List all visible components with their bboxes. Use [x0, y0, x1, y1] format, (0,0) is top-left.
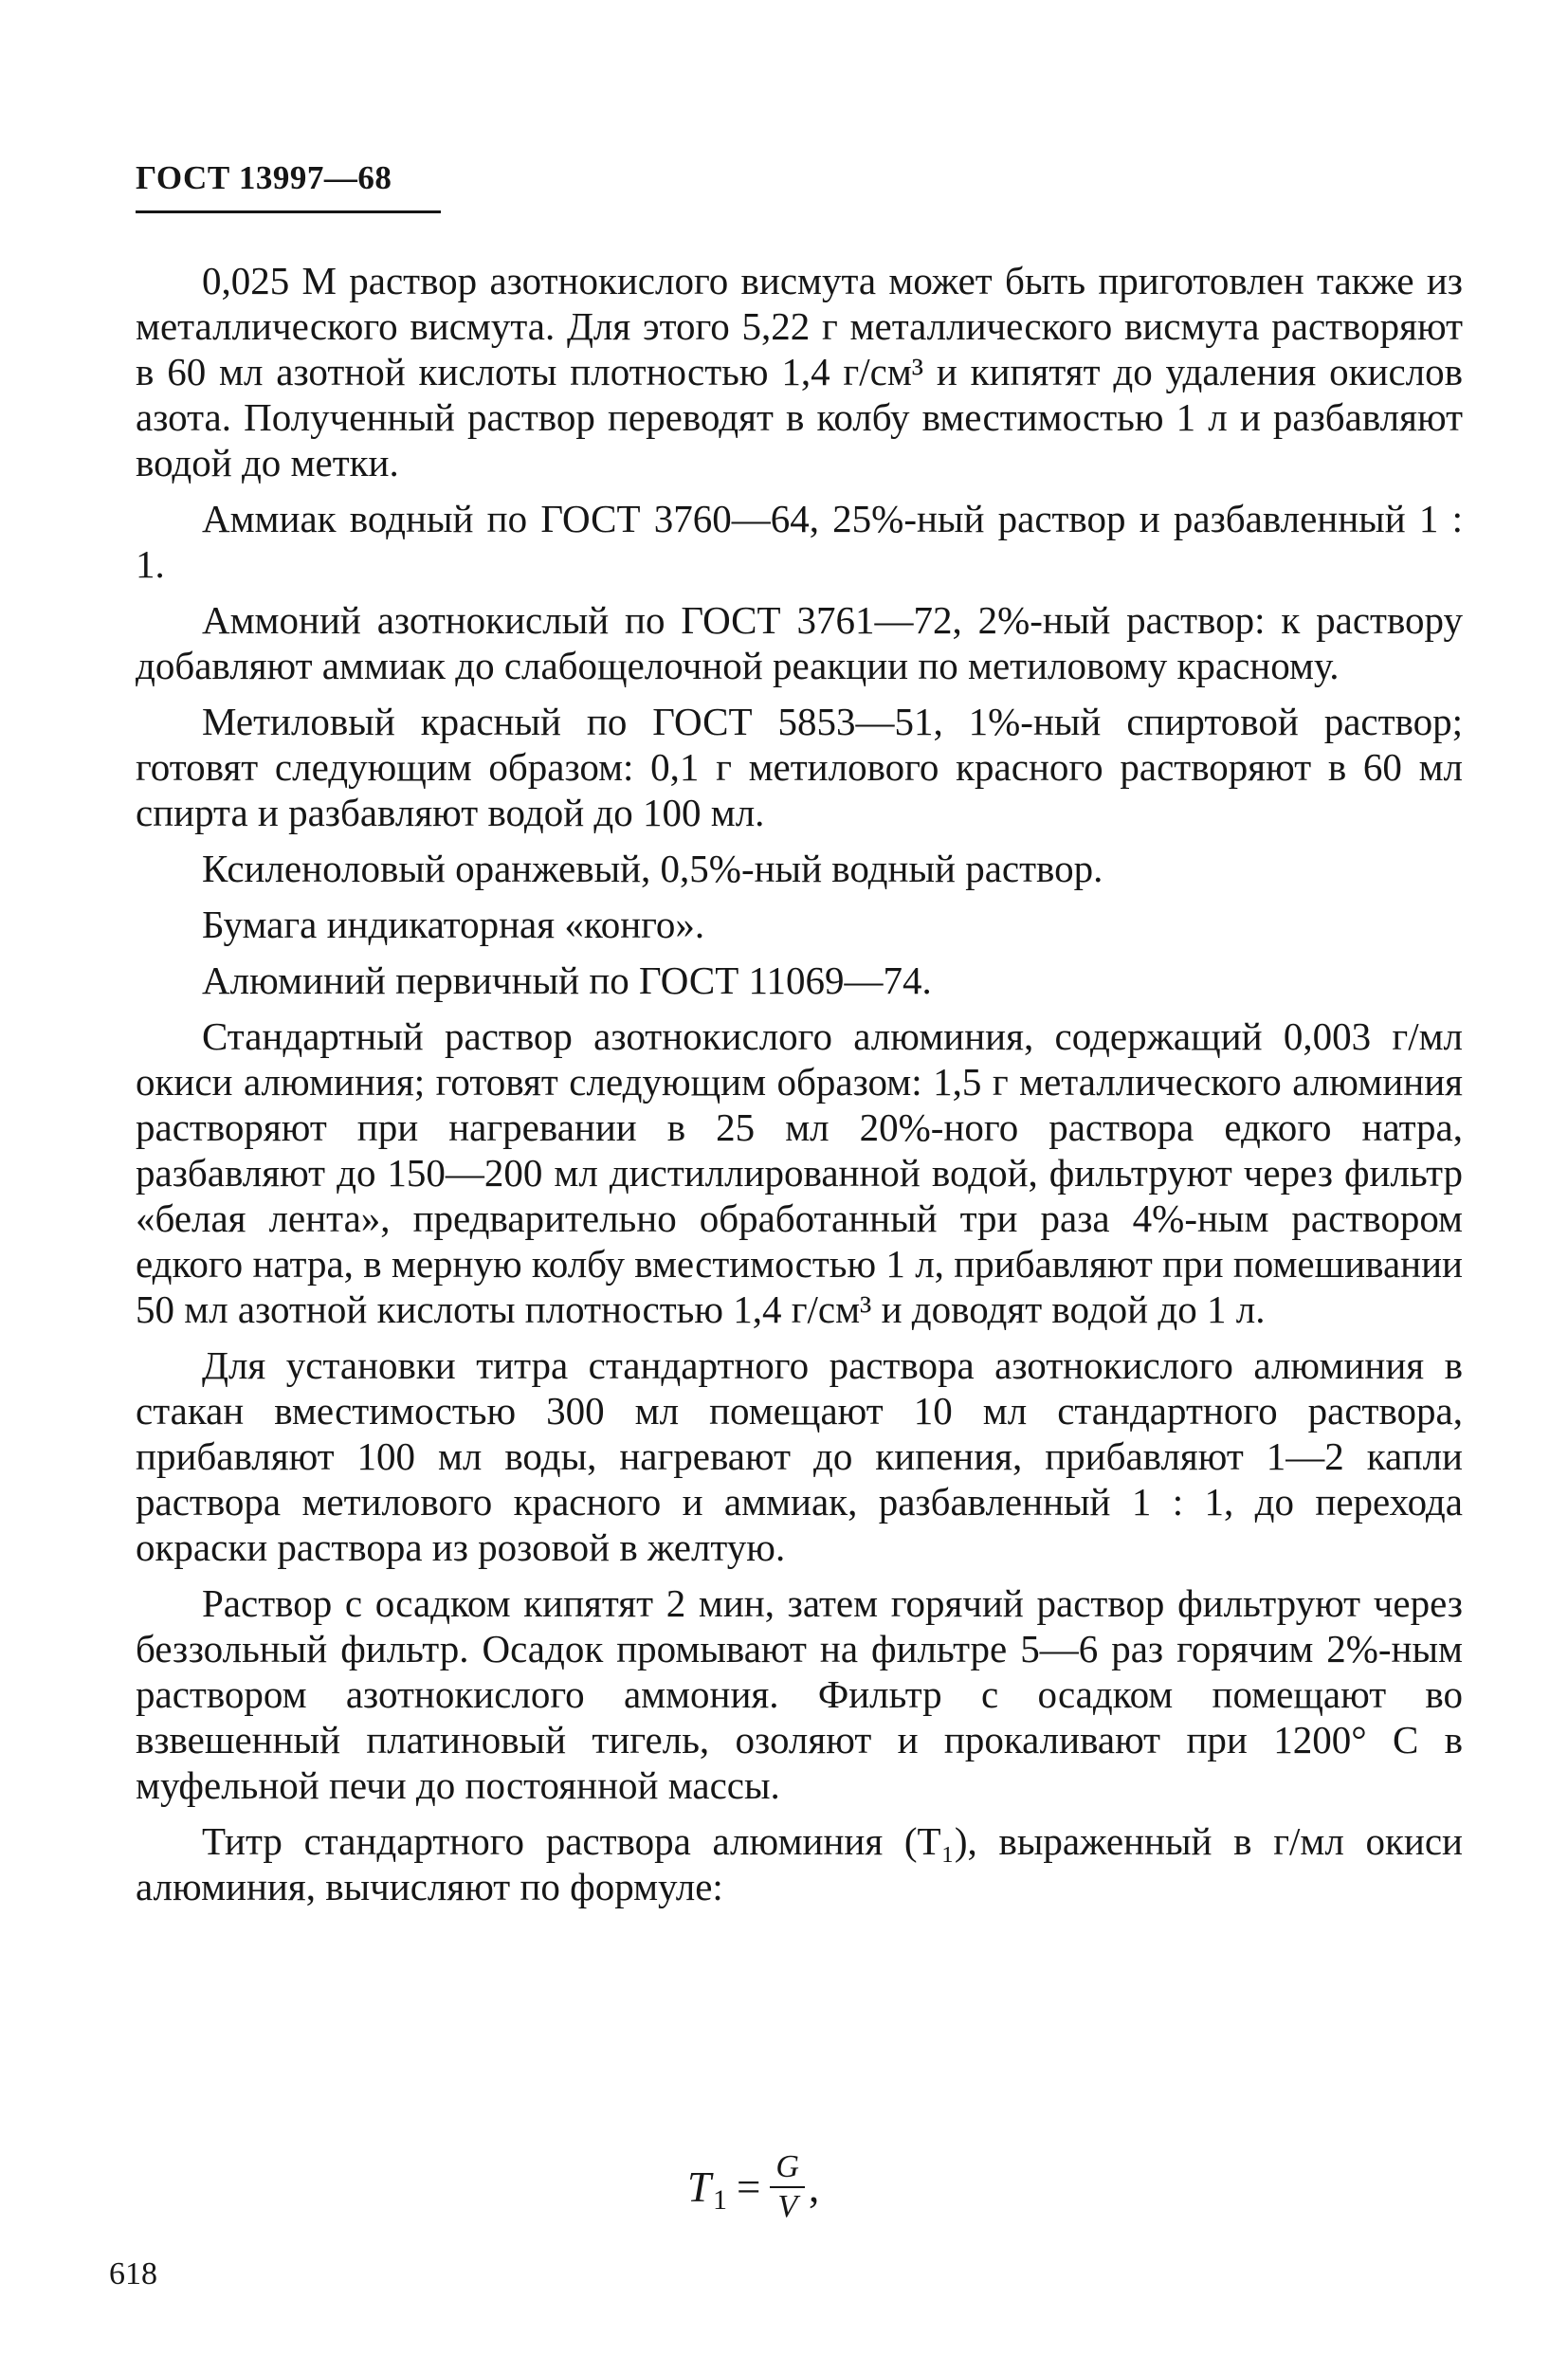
paragraph-primary-aluminium: Алюминий первичный по ГОСТ 11069—74. [202, 958, 932, 1002]
paragraph-ammonium-nitrate: Аммоний азотнокислый по ГОСТ 3761—72, 2%-ный раствор: к раствору добавляют аммиак до слабощелочной реакции по метиловому красному. [136, 598, 1463, 687]
body-text [136, 258, 1463, 1920]
paragraph-xylenol-orange: Ксиленоловый оранжевый, 0,5%-ный водный раствор. [202, 847, 1103, 890]
formula-trailing-comma: , [808, 2163, 820, 2211]
document-header: ГОСТ 13997—68 [136, 159, 392, 196]
paragraph-methyl-red: Метиловый красный по ГОСТ 5853—51, 1%-ный спиртовой раствор; готовят следующим образом: 0,1 г метилового красного растворяют в 60 мл спирта и разбавляют водой до 100 мл. [136, 700, 1463, 834]
formula-numerator: G [770, 2150, 805, 2188]
paragraph-ammonia: Аммиак водный по ГОСТ 3760—64, 25%-ный раствор и разбавленный 1 : 1. [136, 497, 1463, 586]
formula-lhs-subscript: 1 [713, 2184, 728, 2216]
titre-formula [687, 2150, 819, 2224]
paragraph-congo-paper: Бумага индикаторная «конго». [202, 903, 705, 946]
paragraph-bismuth-solution: 0,025 М раствор азотнокислого висмута может быть приготовлен также из металлического висмута. Для этого 5,22 г металлического висмута растворяют в 60 мл азотной кислоты плотностью 1,4 г/см³ и кипятят до удаления окислов азота. Полученный раствор переводят в колбу вместимостью 1 л и разбавляют водой до метки. [136, 259, 1463, 484]
paragraph-precipitate: Раствор с осадком кипятят 2 мин, затем горячий раствор фильтруют через беззольный фильтр. Осадок промывают на фильтре 5—6 раз горячим 2%-ным раствором азотнокислого аммония. Фильтр с осадком помещают во взвешенный платиновый тигель, озоляют и прокаливают при 1200° С в муфельной печи до постоянной массы. [136, 1581, 1463, 1807]
page-number: 618 [109, 2256, 157, 2291]
paragraph-titre-setup: Для установки титра стандартного раствора азотнокислого алюминия в стакан вместимостью 300 мл помещают 10 мл стандартного раствора, прибавляют 100 мл воды, нагревают до кипения, прибавляют 1—2 капли раствора метилового красного и аммиак, разбавленный 1 : 1, до перехода окраски раствора из розовой в желтую. [136, 1343, 1463, 1569]
formula-equals: = [737, 2163, 761, 2211]
formula-denominator: V [777, 2189, 798, 2224]
formula-fraction [770, 2150, 805, 2224]
paragraph-titre-formula-intro: Титр стандартного раствора алюминия (T₁), выраженный в г/мл окиси алюминия, вычисляют по формуле: [136, 1819, 1463, 1908]
formula-lhs: T [687, 2163, 712, 2211]
header-underline [136, 210, 441, 213]
paragraph-standard-solution: Стандартный раствор азотнокислого алюминия, содержащий 0,003 г/мл окиси алюминия; готовят следующим образом: 1,5 г металлического алюминия растворяют при нагревании в 25 мл 20%-ного раствора едкого натра, разбавляют до 150—200 мл дистиллированной водой, фильтруют через фильтр «белая лента», предварительно обработанный три раза 4%-ным раствором едкого натра, в мерную колбу вместимостью 1 л, прибавляют при помешивании 50 мл азотной кислоты плотностью 1,4 г/см³ и доводят водой до 1 л. [136, 1014, 1463, 1331]
